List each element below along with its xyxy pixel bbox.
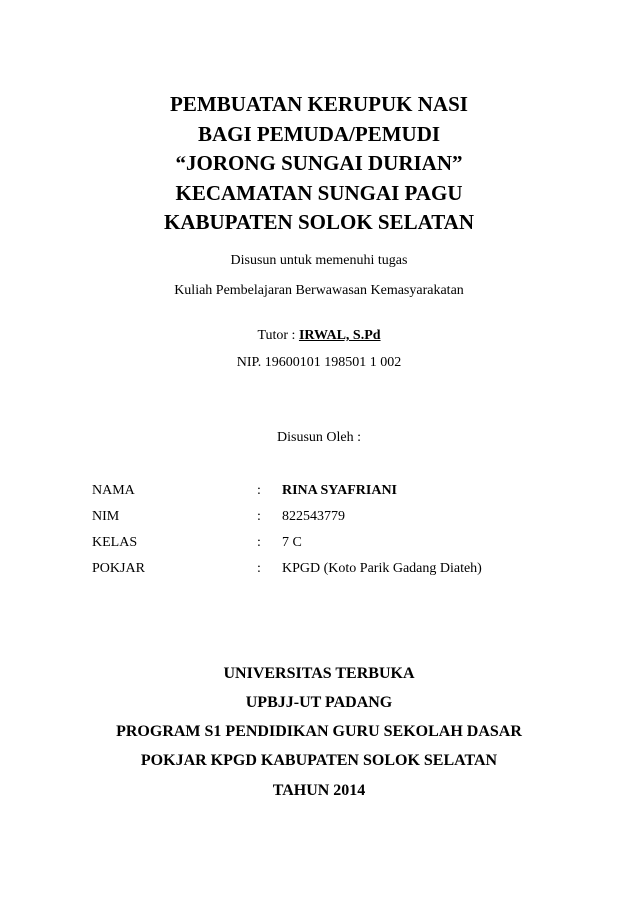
institution-line: TAHUN 2014 [272,782,366,799]
identity-separator: : [257,535,261,550]
title-line: KECAMATAN SUNGAI PAGU [175,180,463,205]
identity-row-pokjar [0,561,638,581]
document-title [0,90,638,238]
institution-line: UPBJJ-UT PADANG [245,694,393,711]
purpose-line-2: Kuliah Pembelajaran Berwawasan Kemasyarakatan [174,283,464,298]
title-line: KABUPATEN SOLOK SELATAN [164,210,474,234]
identity-key: NIM [92,509,120,524]
title-line: BAGI PEMUDA/PEMUDI [197,121,441,146]
identity-key: KELAS [92,535,138,550]
identity-row-nim [0,509,638,529]
author-heading: Disusun Oleh : [277,430,361,445]
identity-value: KPGD (Koto Parik Gadang Diateh) [282,561,482,576]
tutor-line [0,328,638,344]
identity-value: RINA SYAFRIANI [282,483,398,498]
identity-separator: : [257,509,261,524]
identity-row-kelas [0,535,638,555]
identity-separator: : [257,561,261,576]
purpose-line-1: Disusun untuk memenuhi tugas [230,253,408,268]
title-line: “JORONG SUNGAI DURIAN” [175,151,463,175]
identity-key: POKJAR [92,561,145,576]
institution-line: POKJAR KPGD KABUPATEN SOLOK SELATAN [140,752,498,769]
tutor-label: Tutor : [257,328,299,343]
title-line: PEMBUATAN KERUPUK NASI [170,92,468,116]
tutor-name: IRWAL, S.Pd [298,328,381,343]
identity-row-nama [0,483,638,503]
identity-value: 7 C [282,535,302,550]
institution-line: PROGRAM S1 PENDIDIKAN GURU SEKOLAH DASAR [116,723,522,740]
identity-value: 822543779 [282,509,345,524]
identity-key: NAMA [92,483,135,498]
tutor-nip: NIP. 19600101 198501 1 002 [236,355,402,370]
identity-separator: : [257,483,261,498]
institution-line: UNIVERSITAS TERBUKA [223,665,415,682]
